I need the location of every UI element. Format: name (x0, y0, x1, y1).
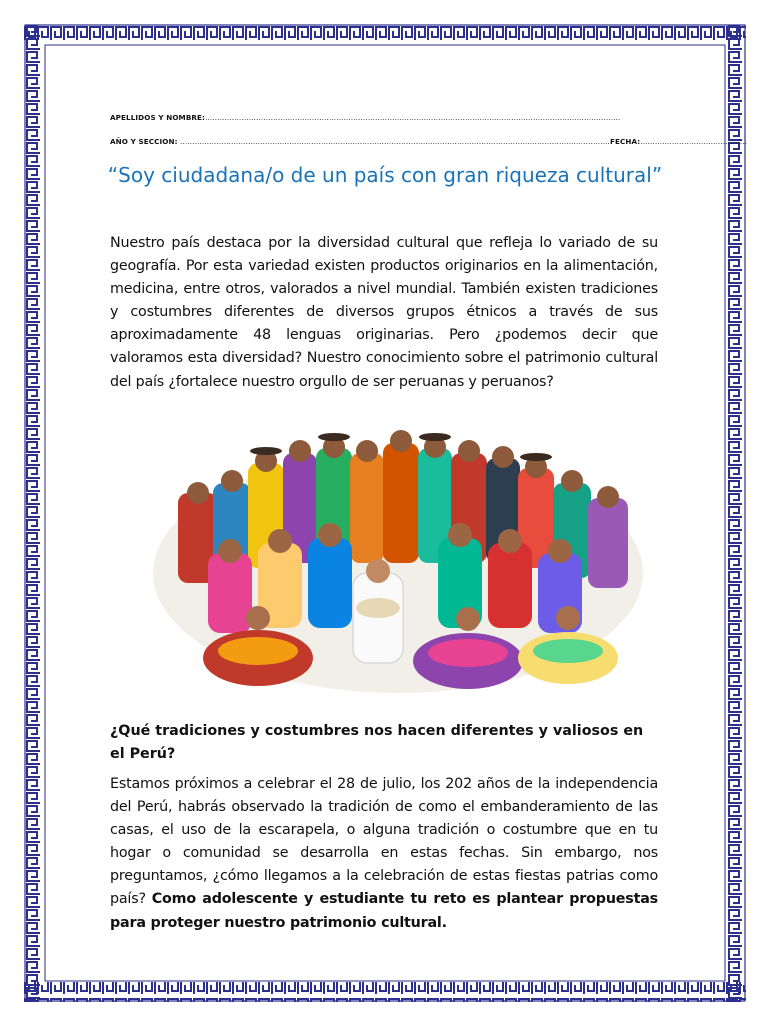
costume-group-image (138, 423, 656, 695)
section-dots: …………………………………………………………………………………………………………………………………………………………… (177, 137, 610, 146)
closing-paragraph (110, 773, 658, 935)
date-dots: …………………………………….. (640, 137, 748, 146)
closing-challenge: Como adolescente y estudiante tu reto es plantear propuestas para proteger nuestro patrimonio cultural. (110, 891, 658, 931)
name-dots: ……………………………………………………………………………………………………………………………………………………… (205, 113, 621, 122)
name-label: APELLIDOS Y NOMBRE: (110, 113, 206, 122)
name-field-line (110, 113, 620, 122)
section-label: AÑO Y SECCION: (110, 137, 178, 146)
section-field-line (110, 137, 747, 146)
worksheet-title: “Soy ciudadana/o de un país con gran riqueza cultural” (107, 163, 663, 187)
intro-paragraph: Nuestro país destaca por la diversidad cultural que refleja lo variado de su geografía. Por esta variedad existen productos originarios en la alimentación, medicina, entre otros, valorados a nivel mundial. También existen tradiciones y costumbres diferentes de diversos grupos étnicos a través de sus aproximadamente 48 lenguas originarias. Pero ¿podemos decir que valoramos esta diversidad? Nuestro conocimiento sobre el patrimonio cultural del país ¿fortalece nuestro orgullo de ser peruanas y peruanos? (110, 235, 658, 390)
traditional-costumes-photo (138, 423, 656, 695)
closing-text: Estamos próximos a celebrar el 28 de julio, los 202 años de la independencia del Perú, habrás observado la tradición de como el embanderamiento de las casas, el uso de la escarapela, o alguna tradición o costumbre que en tu hogar o comunidad se desarrolla en estas fechas. Sin embargo, nos preguntamos, ¿cómo llegamos a la celebración de estas fiestas patrias como país? (110, 776, 658, 908)
date-label: FECHA: (609, 137, 641, 146)
section-question: ¿Qué tradiciones y costumbres nos hacen diferentes y valiosos en el Perú? (110, 723, 644, 762)
